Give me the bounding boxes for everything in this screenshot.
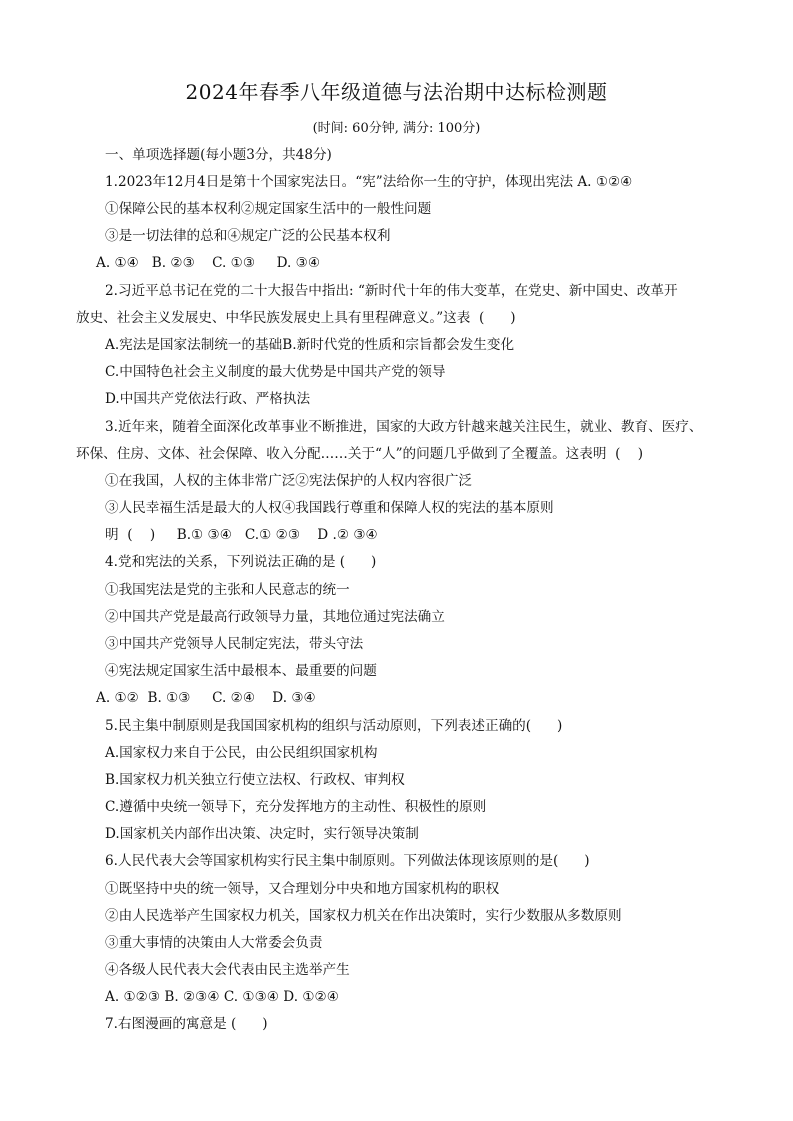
question-5-option-c: C.遵循中央统一领导下，充分发挥地方的主动性、积极性的原则 [105,799,487,815]
question-3-options-line-1: ①在我国，人权的主体非常广泛②宪法保护的人权内容很广泛 [105,473,473,489]
question-5-option-d: D.国家机关内部作出决策、决定时，实行领导决策制 [105,826,419,842]
question-7-stem: 7.右图漫画的寓意是 ( ) [105,1016,268,1032]
question-5-option-b: B.国家权力机关独立行使立法权、行政权、审判权 [105,772,405,788]
question-6-option-4: ④各级人民代表大会代表由民主选举产生 [105,962,350,978]
question-2-option-d: D.中国共产党依法行政、严格执法 [105,391,311,407]
question-4-option-2: ②中国共产党是最高行政领导力量，其地位通过宪法确立 [105,609,445,625]
question-1-choices: A. ①④ B. ②③ C. ①③ D. ③④ [96,255,321,271]
question-3-choices: 明 ( ) B.① ③④ C.① ②③ D .② ③④ [105,527,378,543]
question-3-stem-line-1: 3.近年来，随着全面深化改革事业不断推进，国家的大政方针越来越关注民生，就业、教育、医疗、 [105,419,703,435]
question-4-option-1: ①我国宪法是党的主张和人民意志的统一 [105,582,350,598]
question-6-stem: 6.人民代表大会等国家机构实行民主集中制原则。下列做法体现该原则的是( ) [105,853,590,869]
question-5-option-a: A.国家权力来自于公民，由公民组织国家机构 [105,745,378,761]
question-4-choices: A. ①② B. ①③ C. ②④ D. ③④ [96,690,316,706]
question-2-option-c: C.中国特色社会主义制度的最大优势是中国共产党的领导 [105,364,446,380]
question-6-option-2: ②由人民选举产生国家权力机关，国家权力机关在作出决策时，实行少数服从多数原则 [105,908,622,924]
exam-title: 2024年春季八年级道德与法治期中达标检测题 [185,80,608,104]
question-6-option-3: ③重大事情的决策由人大常委会负责 [105,935,323,951]
question-6-choices: A. ①②③ B. ②③④ C. ①③④ D. ①②④ [105,989,339,1005]
question-1-options-line-2: ③是一切法律的总和④规定广泛的公民基本权利 [105,228,391,244]
exam-subtitle: (时间: 60分钟, 满分: 100分) [312,121,481,136]
question-3-stem-line-2: 环保、住房、文体、社会保障、收入分配……关于“人”的问题几乎做到了全覆盖。这表明 ( ) [76,446,643,462]
question-1-stem: 1.2023年12月4日是第十个国家宪法日。“宪”法给你一生的守护，体现出宪法 A. ①②④ [105,174,633,190]
question-3-options-line-2: ③人民幸福生活是最大的人权④我国践行尊重和保障人权的宪法的基本原则 [105,500,554,516]
question-2-stem-line-1: 2.习近平总书记在党的二十大报告中指出: “新时代十年的伟大变革，在党史、新中国史、改革开 [105,283,678,299]
question-6-option-1: ①既坚持中央的统一领导，又合理划分中央和地方国家机构的职权 [105,881,500,897]
question-4-option-4: ④宪法规定国家生活中最根本、最重要的问题 [105,663,377,679]
question-2-option-ab: A.宪法是国家法制统一的基础B.新时代党的性质和宗旨都会发生变化 [105,337,515,353]
question-2-stem-line-2: 放史、社会主义发展史、中华民族发展史上具有里程碑意义。”这表 ( ) [76,310,516,326]
section-heading: 一、单项选择题(每小题3分，共48分) [105,147,332,163]
question-1-options-line-1: ①保障公民的基本权利②规定国家生活中的一般性问题 [105,201,432,217]
question-4-option-3: ③中国共产党领导人民制定宪法，带头守法 [105,636,364,652]
question-4-stem: 4.党和宪法的关系，下列说法正确的是 ( ) [105,554,377,570]
question-5-stem: 5.民主集中制原则是我国国家机构的组织与活动原则，下列表述正确的( ) [105,718,563,734]
